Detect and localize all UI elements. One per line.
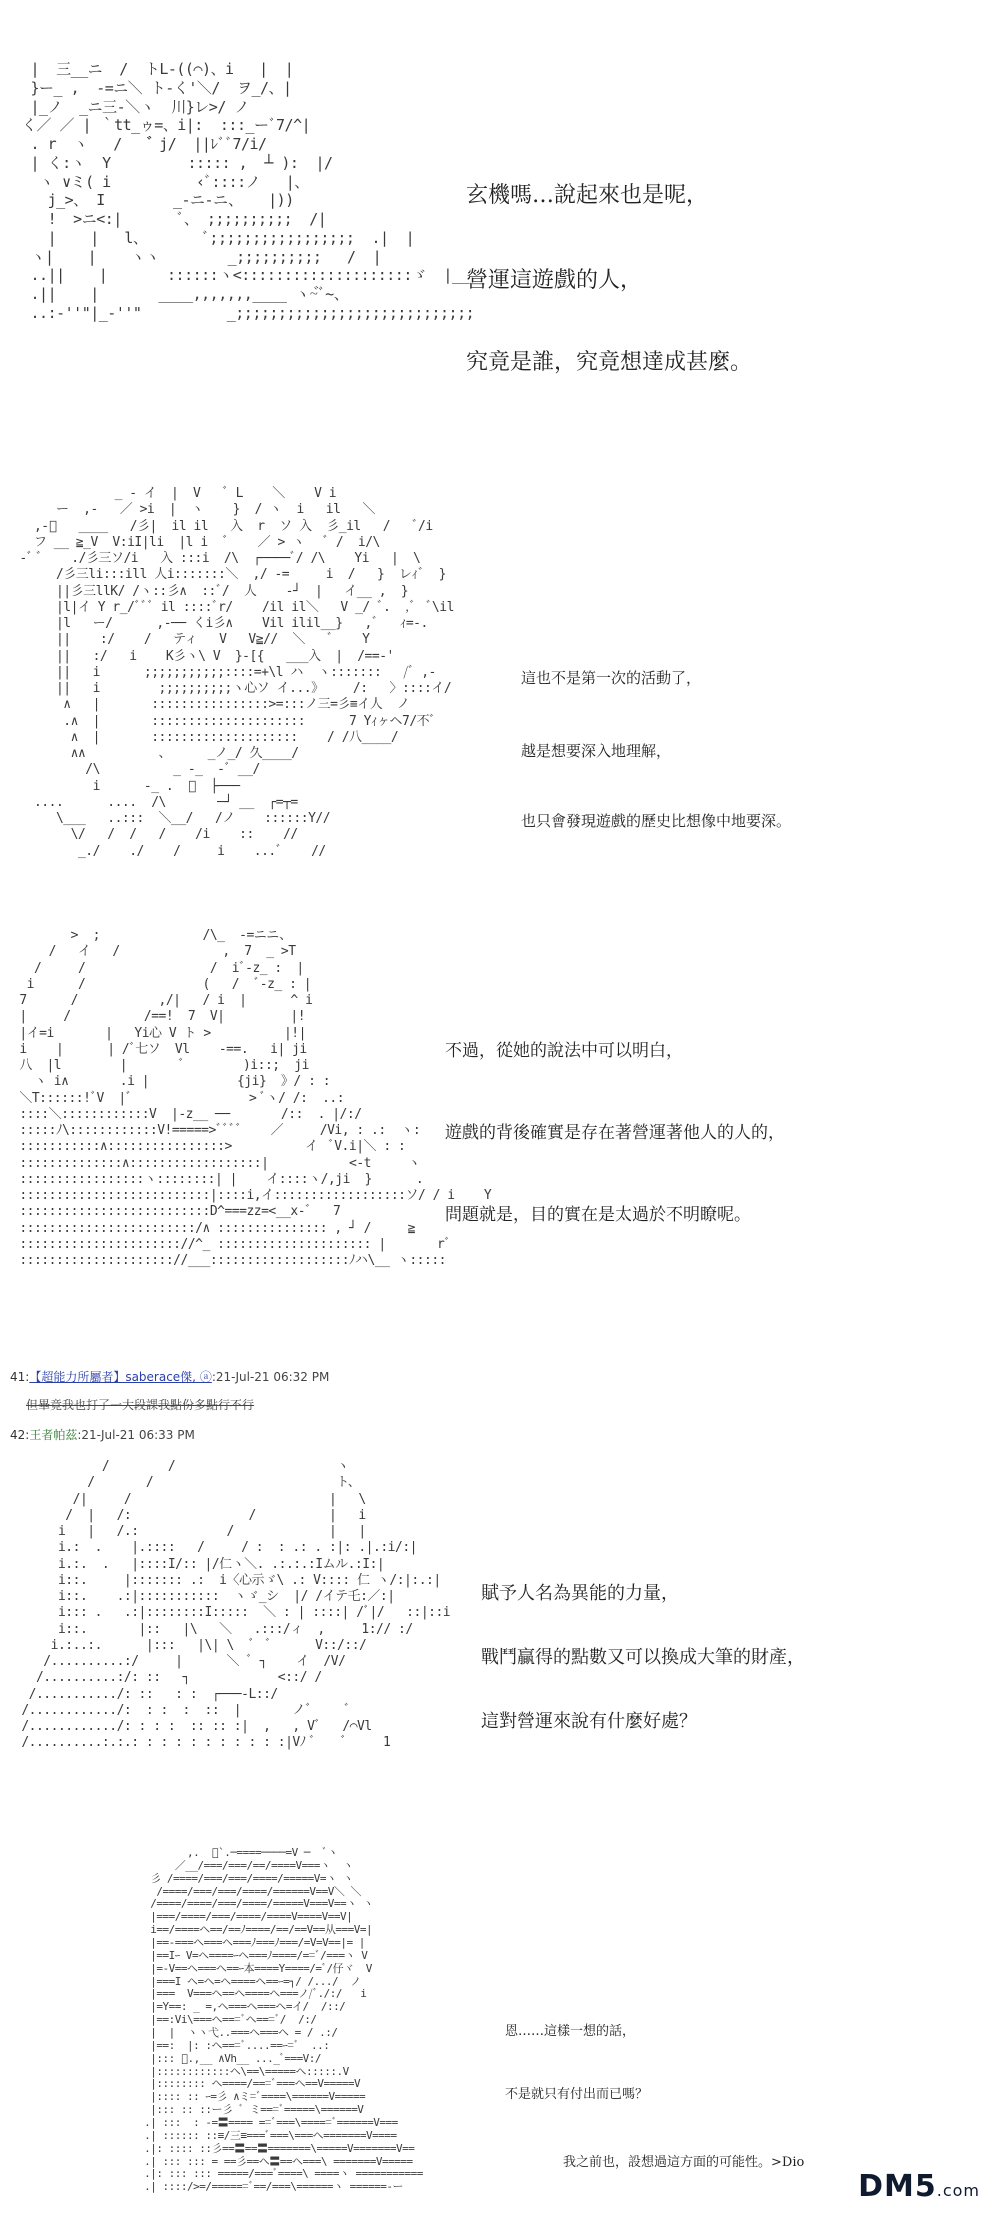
dialogue-line: 也只會發現遊戲的歷史比想像中地要深。 — [521, 812, 792, 830]
post-number: 41: — [10, 1370, 30, 1384]
dialogue-line: 不過，從她的說法中可以明白， — [445, 1041, 683, 1061]
dialogue-line: 戰鬥贏得的點數又可以換成大筆的財產， — [481, 1647, 805, 1668]
watermark-main: DM5 — [858, 2169, 937, 2204]
ascii-art-figure-5: ,. ﾞ`.─====────=V ─ ﾞヽ ／__/===/===/==/====V===ヽ ヽ 彡 /====/===/===/====/=====V=ヽ ヽ /====/===/===/====/======V==V＼ ＼ /====/====/===/====/=====V===V==ヽ ヽ |===/====/===/====/====V====V==V| i==/====ヘ==/==ﾉ====/==/==V==从===V=| |==-===ヘ===ヘ===ﾉ===ﾉ===/=V=V==|= | |==Iｰ V=ヘ====ｰヘ===ﾉ====/==ﾞ/===ヽ V |=-V==ヘ===ヘ==ｰ本====Y====/=ﾞ/仔ヾ V |===I ヘ=ヘ=ヘ====ヘ==ｰ=┐/ /.../ ノ |=== V===ヘ==ヘ====ヘ===ノ/ﾞ./:/ i |=Y==: _ =,ヘ===ヘ===ヘ=イ/ /::/ |==:Vi\===ヘ===ﾞヘ===ﾞ/ /:/ | | ヽヽ弋..===ヘ===ヘ = / .:/ |==: |: :ヘ===ﾞ....==ｰ=ﾞ ..: |::: ﾞ.,__ ∧Vh__ ..._ﾞ===V:/ |::::::::::::ヘ\==\=====ヘ:::::.V |:::::::: ヘ====/===ﾞ===ヘ==V=====V |:::: :: ｰ=彡 ∧ミ=ﾞ====\======V===== |::: :: ::ー彡 ﾞ ミ===ﾞ=====\======V .| ::: : -=〓==== ==ﾞ===\=====ﾞ======V=== .| :::::: ::≡/三≡===ﾞ===\===ヘ=======V==== .|: :::: ::彡==〓==〓=======\=====V=======V== .| ::: ::: = ==彡==ヘ〓==ヘ===\ =======V===== .|: ::: ::: =====/===ﾞ====\ ====ヽ =========== .| ::::/>=/======ﾞ==/===\======ヽ ======-ー — [144, 1846, 423, 2194]
dialogue-line: 究竟是誰，究竟想達成甚麼。 — [466, 350, 753, 375]
dialogue-line: 玄機嗎…說起來也是呢， — [466, 183, 709, 208]
dialogue-line: 遊戲的背後確實是存在著營運著他人的人的， — [445, 1123, 785, 1143]
dialogue-line: 問題就是，目的實在是太過於不明瞭呢。 — [445, 1205, 751, 1225]
dialogue-line: 這也不是第一次的活動了， — [521, 669, 702, 687]
post-header — [10, 1368, 329, 1385]
panel-3 — [0, 908, 1000, 1328]
dialogue-line: 這對營運來說有什麼好處？ — [481, 1711, 697, 1732]
dialogue-line: 恩……這樣一想的話， — [505, 2024, 636, 2039]
dialogue-line: 我之前也，設想過這方面的可能性。>Dio — [563, 2155, 805, 2170]
post-author-link[interactable]: 【超能力所屬者】saberace傑, ⓐ — [29, 1370, 212, 1384]
ascii-art-figure-4: / / ヽ / / ト、 /| / | \ / | /: / | i i | /.: / | | i.: . |.:::: / / : : .: . :|: .|.:i/:| i.:. . |::::I/:: |/仁ヽ＼. .:.:.:Iムル.:I:| i::. |::::::: .: i〈心示ゞ\ .: V:::: 仁 ヽ/:|:.:| i::. .:|::::::::::: ヽゞ_シ |/ /イテ乇:／:| i::: . .:|::::::::I::::: ＼ : | ::::| /ﾞ|/ ::|::i i::. |:: |\ ＼ .:::/ィ , 1:// :/ i.:..:. |::: |\| \ ﾞ ﾞ V::/::/ /..........:/ | ＼ ﾞ ┐ イ /V/ /..........:/: :: ┐ <::/ / /.........../: :: : : ┌───-L::/ /............/: : : : :: | ノﾞ ﾞ /............/: : : : :: :: :| , , Vﾞ /⌒Vl /..........:.:.: : : : : : : : : : :|Vﾉ ﾞ ﾞ 1 — [21, 1459, 451, 1751]
panel-5 — [0, 1835, 1000, 2216]
ascii-art-figure-2: _ - イ | V ﾞ L ＼ V i ー ,- ／ >i | ヽ } / ヽ i il ＼ ,-゙ ____ /彡| il il 入 r ソ 入 彡_il / ﾞ/i フ __ ≧_V V:iI|li |l i ﾞ ／ > ヽ ﾞ / i/\ -ﾞ ﾞ ./彡三ソ/i 入 :::i /\ ┌────ﾞ/ /\ Yi | \ /彡三li:::ill 人i:::::::＼ ,/ -= i / } レｨﾞ } ||彡三llK/ /ヽ::彡∧ ::ﾞ/ 人 -┘ | イ__ , } |l|イ Y r_/ﾞﾞﾞ il ::::ﾞr/ /il il＼ V _/ ﾞ. ,ﾞ ﾞ\il |l ー/ ,-── くi彡∧ Vil ilil__} ,ﾞ ｨ=-. || :/ / ティ V V≧// ＼ ﾞ Y || :/ i K彡ヽ\ V }-[{ ___入 | /==-' || i ;;;;;;;;;;;::::=+\l ハ ヽ::::::: /ﾞ ,- || i ;;;;;;;;;;ヽ心ソ イ...》 /: 〉::::イ/ ∧ | ::::::::::::::::>=:::ノ三=彡≡イ人 ノ .∧ | ::::::::::::::::::::: 7 Yｨヶヘ7/不ﾞ ∧ | :::::::::::::::::::: / /八____/ ∧∧ 、 _ノ_/ 久____/ /\ _ -_ -ﾞ __/ i -_ . ゙ ├─── .... .... /\ ─┘ __ ┌=┬= \___ ..::: ＼__/ /ノ ::::::Y// \/ / / / /i :: // _./ ./ / i ...ﾞ // — [19, 486, 454, 859]
panel-2 — [0, 470, 1000, 900]
post-number: 42: — [10, 1428, 30, 1442]
watermark-suffix: .com — [936, 2181, 980, 2200]
post-body: 但畢竟我也打了一大段課我點份多點行不行 — [26, 1398, 255, 1412]
panel-1 — [0, 0, 1000, 470]
dialogue-line: 營運這遊戲的人， — [466, 268, 643, 293]
post-header — [10, 1426, 195, 1443]
dialogue-line: 不是就只有付出而已嗎？ — [505, 2087, 649, 2102]
post-author-link[interactable]: 王者帕茲 — [29, 1428, 78, 1442]
panel-4 — [0, 1445, 1000, 1825]
dialogue-line: 越是想要深入地理解， — [521, 742, 672, 760]
ascii-art-figure-1: | 三__ニ / トL-((⌒)、i | | }ー_ , -=ニ＼ ト-く'＼/ ヲ_/、| |_ノ _ニ三-＼ヽ 川}レ>/ ノ く／ ／ | ｀tt_ゥ=、i|: :::_ーﾞ7/^| . r ヽ / ゙゙゙゙゙゙゙ j/ ||ﾚﾞﾞ7/i/ | く:ヽ Y ::::: , ┴ ): |/ ヽ ∨ミ( i ‹ﾞ::::ノ |、 j_>、 I _-ニ-ニ、 |)) ! >ニ<:| ﾞ、 ;;;;;;;;;; /| | | l、 ﾞ;;;;;;;;;;;;;;;;; .| | ヽ| | ヽヽ _;;;;;;;;;; / | ..|| | ::::::ヽ<::::::::::::::::::::ゞ |__ .|| | ____,,,,,,,____ ヽ~゙ﾞ~、 ..:-''"|_-''" _;;;;;;;;;;;;;;;;;;;;;;;;;;;; — [22, 60, 475, 322]
post-timestamp: :21-Jul-21 06:33 PM — [77, 1428, 195, 1442]
dialogue-line: 賦予人名為異能的力量， — [481, 1583, 679, 1604]
ascii-art-figure-3: > ; /\_ -=ニニ、 / イ / , 7 _ >T / / / iﾞ-z_ : | i / ( / ﾞ-z_ : | 7 / ,/| / i | ^ i | / /==! 7 V| |! |イ=i | Yi心 V ト > |!| i | | /ﾞ七ソ Vl -==. i| ji 八 |l | ﾞ )i::; ji ヽ i∧ .i | {ji} 》/ : : ＼T::::::!ﾞV |ﾞ > ﾞヽ/ /: ..: ::::＼::::::::::::V |-z__ ── /:: . |/:/ :::::ﾉ\::::::::::::V!=====>ﾞﾞﾞﾞ ／ /Vi, : .: ヽ: :::::::::::∧::::::::::::::::> イ ﾞV.i|＼ : : ::::::::::::::∧::::::::::::::::::| <-t ヽ :::::::::::::::::ヽ::::::::| | イ::::ヽ/,ji } . ::::::::::::::::::::::::::|::::i,イ::::::::::::::::::ソ/ / i Y ::::::::::::::::::::::::::D^===zz=<__x-ﾞ 7 ::::::::::::::::::::::::/∧ ::::::::::::::: , ┘ / ≧ :::::::::::::::::::::://^_ ::::::::::::::::::::: | rﾞ ::::::::::::::::::::://___:::::::::::::::::::ﾉハ\__ ヽ::::: — [19, 928, 492, 1268]
site-watermark-logo — [858, 2169, 980, 2204]
post-timestamp: :21-Jul-21 06:32 PM — [211, 1370, 330, 1384]
